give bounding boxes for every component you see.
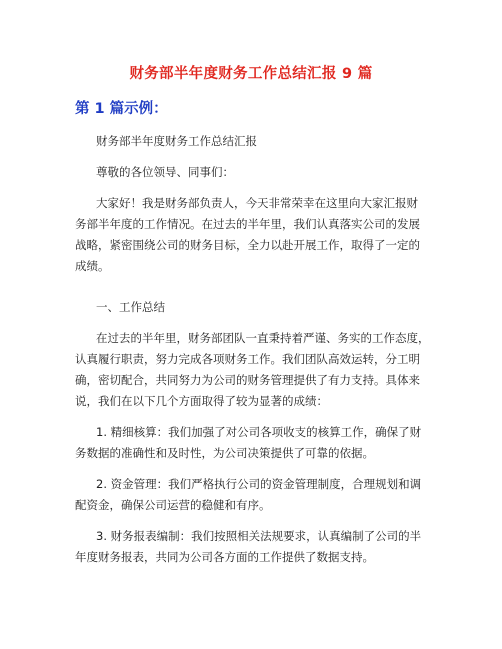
intro-line: 战略，紧密围绕公司的财务目标，全力以赴开展工作，取得了一定的	[75, 238, 420, 252]
greeting	[75, 162, 458, 183]
item-one-line: 务数据的准确性和及时性，为公司决策提供了可靠的依据。	[75, 446, 374, 460]
item-two-line: 2. 资金管理：我们严格执行公司的资金管理制度，合理规划和调	[96, 477, 422, 491]
summary-line: 在过去的半年里，财务部团队一直秉持着严谨、务实的工作态度，	[96, 331, 430, 345]
summary-line: 确，密切配合，共同努力为公司的财务管理提供了有力支持。具体来	[75, 373, 420, 387]
item-two	[75, 474, 437, 516]
intro-line: 务部半年度的工作情况。在过去的半年里，我们认真落实公司的发展	[75, 217, 420, 231]
item-one	[75, 422, 437, 464]
report-title-text: 财务部半年度财务工作总结汇报	[96, 134, 257, 148]
summary-line: 认真履行职责，努力完成各项财务工作。我们团队高效运转，分工明	[75, 352, 420, 366]
item-three	[75, 526, 437, 568]
greeting-text: 尊敬的各位领导、同事们：	[96, 165, 234, 179]
summary-paragraph	[75, 328, 437, 412]
item-one-line: 1. 精细核算：我们加强了对公司各项收支的核算工作，确保了财	[96, 425, 422, 439]
item-two-line: 配资金，确保公司运营的稳健和有序。	[75, 498, 271, 512]
item-three-line: 3. 财务报表编制：我们按照相关法规要求，认真编制了公司的半	[96, 529, 422, 543]
summary-line: 说，我们在以下几个方面取得了较为显著的成绩：	[75, 394, 328, 408]
intro-paragraph	[75, 193, 437, 277]
document-title: 财务部半年度财务工作总结汇报 9 篇	[129, 66, 373, 82]
section-one-heading	[75, 297, 458, 318]
section-one-text: 一、工作总结	[96, 300, 165, 314]
intro-line: 成绩。	[75, 259, 110, 273]
intro-line: 大家好！我是财务部负责人，今天非常荣幸在这里向大家汇报财	[96, 196, 418, 210]
item-three-line: 年度财务报表，共同为公司各方面的工作提供了数据支持。	[75, 550, 374, 564]
report-title	[75, 131, 458, 152]
example-heading: 第 1 篇示例：	[75, 101, 168, 117]
